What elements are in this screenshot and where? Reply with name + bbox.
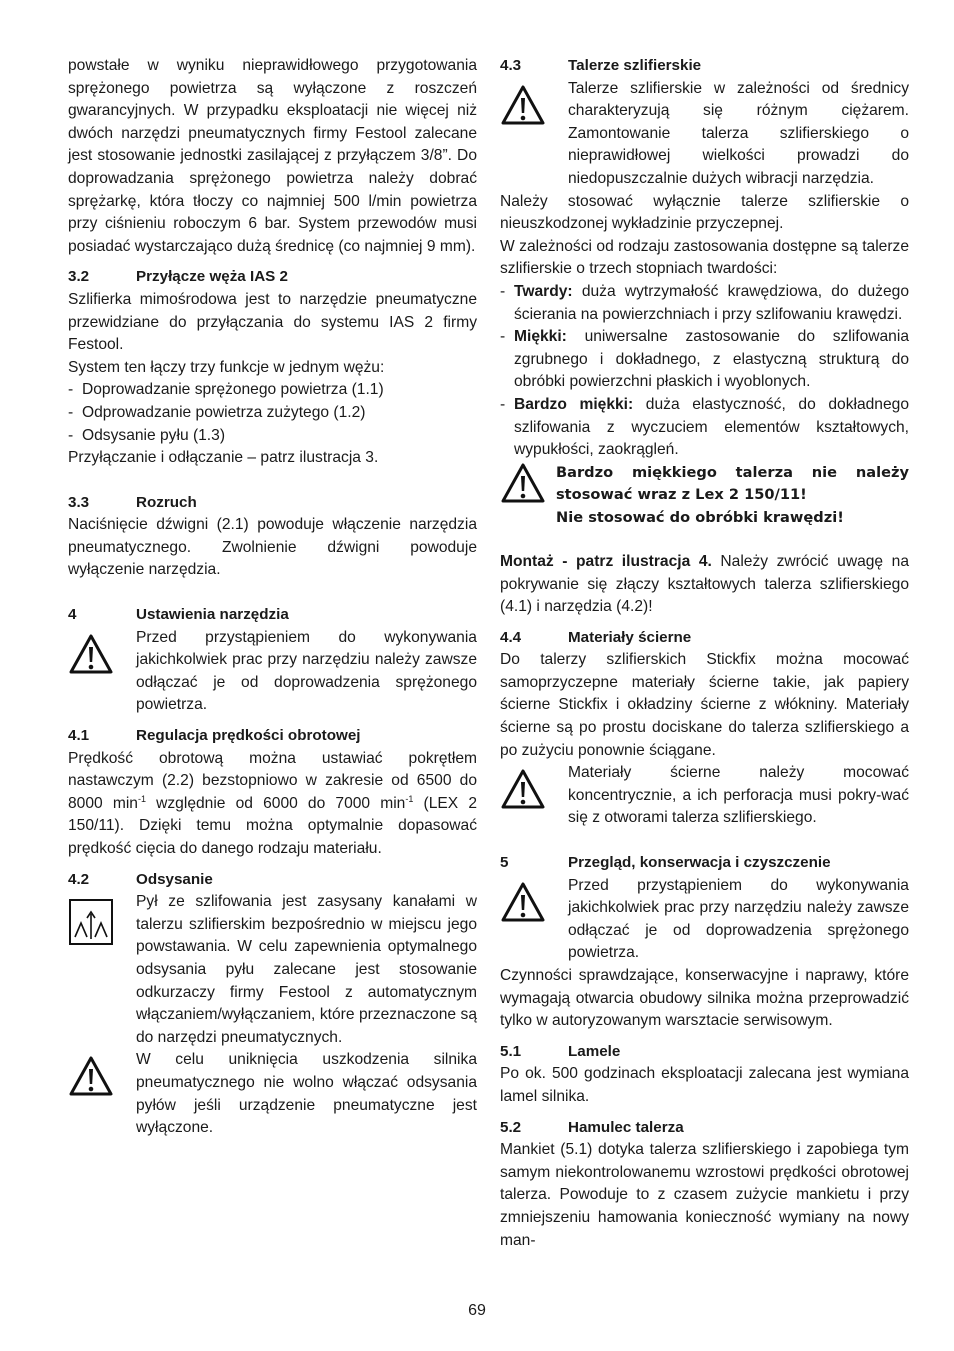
section-title: Rozruch xyxy=(136,493,197,511)
list-item: - Twardy: duża wytrzymałość krawędziowa, do dużego ścierania na powierzchniach i przy szlifowaniu krawędzi. xyxy=(500,282,909,323)
hardness-list xyxy=(500,281,909,462)
section-number: 5 xyxy=(500,854,509,872)
section-title: Przegląd, konserwacja i czyszczenie xyxy=(568,854,831,872)
warning-block xyxy=(500,78,909,191)
section-4-2-heading xyxy=(68,869,477,892)
section-number: 4.2 xyxy=(68,870,90,888)
warning-triangle-icon xyxy=(68,627,136,717)
warning-triangle-icon xyxy=(500,462,556,529)
section-number: 4.1 xyxy=(68,727,90,745)
warning-triangle-icon xyxy=(500,762,568,830)
section-number: 5.1 xyxy=(500,1042,522,1060)
intro-paragraph: powstałe w wyniku nieprawidłowego przygotowania sprężonego powietrza są wyłączone z roszczeń gwarancyjnych. W przypadku eksploatacji nie więcej niż dwóch narzędzi pneumatycznych firmy Festool zalecane jest stosowanie jednostki zasilającej z przyłączem 3/8”. Do doprowadzania sprężonego powietrza należy dobrać sprężarkę, która tłoczy co najmniej 500 l/min powietrza przy ciśnieniu roboczym 6 bar. System przewodów musi posiadać wystarczająco dużą średnicę (co najmniej 9 mm). xyxy=(68,57,477,255)
warning-block xyxy=(500,875,909,965)
dust-extraction-icon xyxy=(68,891,136,1049)
section-number: 5.2 xyxy=(500,1118,522,1136)
paragraph: System ten łączy trzy funkcje w jednym wężu: xyxy=(68,358,385,376)
section-title: Materiały ścierne xyxy=(568,628,692,646)
paragraph: Naciśnięcie dźwigni (2.1) powoduje włączenie narzędzia pneumatycznego. Zwolnienie dźwigni powoduje wyłączenie narzędzia. xyxy=(68,516,477,579)
section-5-1-heading xyxy=(500,1041,909,1064)
left-column xyxy=(68,55,477,1140)
page-number: 69 xyxy=(468,1302,486,1319)
section-title: Talerze szlifierskie xyxy=(568,57,702,74)
section-number: 3.2 xyxy=(68,268,90,286)
list-item: - Odsysanie pyłu (1.3) xyxy=(68,426,226,444)
paragraph: Mankiet (5.1) dotyka talerza szlifierskiego i zapobiega tym samym niekontrolowanemu wzrostowi prędkości obrotowej talerza. Powoduje to z czasem zużycie mankietu i przy zmniejszeniu hamowania konieczność wymiany na nowy man- xyxy=(500,1141,909,1249)
paragraph: Przyłączanie i odłączanie – patrz ilustracja 3. xyxy=(68,449,379,467)
section-number: 4 xyxy=(68,606,77,624)
paragraph: Pył ze szlifowania jest zasysany kanałami w talerzu szlifierskim bezpośrednio w miejscu jego powstawania. W celu zapewnienia optymalnego odsysania pyłu zalecane jest stosowanie odkurzaczy firmy Festool z automatycznym włączaniem/wyłączaniem, które przeznaczone są do narzędzi pneumatycznych. xyxy=(136,893,477,1046)
section-number: 4.4 xyxy=(500,628,522,646)
function-list xyxy=(68,379,477,447)
warning-text: W celu uniknięcia uszkodzenia silnika pneumatycznego nie wolno włączać odsysania pyłów jeśli urządzenie pneumatyczne jest wyłączone. xyxy=(136,1051,477,1137)
paragraph: W zależności od rodzaju zastosowania dostępne są talerze szlifierskie o trzech stopniach twardości: xyxy=(500,237,909,278)
section-4-heading xyxy=(68,604,477,627)
warning-text: Materiały ścierne należy mocować koncentrycznie, a ich perforacja musi pokry-wać się z otworami talerza szlifierskiego. xyxy=(568,764,909,827)
paragraph: Czynności sprawdzające, konserwacyjne i naprawy, które wymagają otwarcia obudowy silnika można przeprowadzić tylko w autoryzowanym warsztacie serwisowym. xyxy=(500,967,909,1030)
warning-text: Talerze szlifierskie w zależności od średnicy charakteryzują się różnym ciężarem. Zamontowanie talerza szlifierskiego o nieprawidłowej wielkości prowadzi do niedopuszczalnie dużych wibracji narzędzia. xyxy=(568,79,909,187)
section-5-heading xyxy=(500,852,909,875)
section-4-3-heading xyxy=(500,55,909,78)
paragraph: Należy stosować wyłącznie talerze szlifierskie o nieuszkodzonej wykładzinie przyczepnej. xyxy=(500,192,909,233)
warning-triangle-icon xyxy=(68,1049,136,1139)
warning-text: Przed przystąpieniem do wykonywania jakichkolwiek prac przy narzędziu należy zawsze odłączać je od doprowadzenia sprężonego powietrza. xyxy=(568,876,909,962)
section-3-2-heading xyxy=(68,266,477,289)
paragraph: Do talerzy szlifierskich Stickfix można mocować samoprzyczepne materiały ścierne takie, jak papiery ścierne Stickfix i okładziny ścierne z włókniny. Materiały ścierne są po prostu dociskane do talerza szlifierskiego a po zużyciu ponownie ściągane. xyxy=(500,651,909,759)
bold-warning-text: Nie stosować do obróbki krawędzi! xyxy=(556,508,844,526)
warning-block xyxy=(68,627,477,717)
section-number: 4.3 xyxy=(500,57,522,74)
paragraph: Po ok. 500 godzinach eksploatacji zalecana jest wymiana lamel silnika. xyxy=(500,1065,909,1105)
warning-block xyxy=(500,762,909,830)
bold-warning-block xyxy=(500,462,909,529)
section-4-1-heading xyxy=(68,725,477,748)
section-title: Regulacja prędkości obrotowej xyxy=(136,727,361,745)
section-3-3-heading xyxy=(68,492,477,515)
list-item: - Doprowadzanie sprężonego powietrza (1.1) xyxy=(68,381,384,399)
warning-block xyxy=(68,1049,477,1139)
list-item: - Odprowadzanie powietrza zużytego (1.2) xyxy=(68,403,366,421)
section-title: Odsysanie xyxy=(136,870,213,888)
paragraph: Szlifierka mimośrodowa jest to narzędzie pneumatyczne przewidziane do przyłączania do systemu IAS 2 firmy Festool. xyxy=(68,290,477,354)
section-5-2-heading xyxy=(500,1117,909,1140)
warning-text: Przed przystąpieniem do wykonywania jakichkolwiek prac przy narzędziu należy zawsze odłączać je od doprowadzenia sprężonego powietrza. xyxy=(136,628,477,714)
right-column xyxy=(500,55,909,1252)
section-title: Lamele xyxy=(568,1042,621,1060)
warning-triangle-icon xyxy=(500,78,568,191)
list-item: - Miękki: uniwersalne zastosowanie do szlifowania zgrubnego i dokładnego, z elastyczną strukturą do obróbki powierzchni płaskich i wyoblonych. xyxy=(500,328,909,391)
section-title: Hamulec talerza xyxy=(568,1118,684,1136)
section-title: Przyłącze węża IAS 2 xyxy=(136,268,288,286)
section-4-4-heading xyxy=(500,627,909,650)
list-item: - Bardzo miękki: duża elastyczność, do dokładnego szlifowania z wyczuciem elementów kształtowych, wypukłości, zaokrągleń. xyxy=(500,395,909,459)
section-number: 3.3 xyxy=(68,493,90,511)
mounting-paragraph: Montaż - patrz ilustracja 4. Należy zwrócić uwagę na pokrywanie się złączy kształtowych talerza szlifierskiego (4.1) i narzędzia (4.2)! xyxy=(500,552,909,616)
extraction-block xyxy=(68,891,477,1049)
warning-triangle-icon xyxy=(500,875,568,965)
bold-warning-text: Bardzo miękkiego talerza nie należy stosować wraz z Lex 2 150/11! xyxy=(556,463,909,504)
section-title: Ustawienia narzędzia xyxy=(136,606,289,624)
paragraph: Prędkość obrotową można ustawiać pokrętłem nastawczym (2.2) bezstopniowo w zakresie od 6500 do 8000 $\min^{-1}$ względnie od 6000 do 7000 $\min^{-1} (LEX$ 2 150/11). Dzięki temu można optymalnie dopasować prędkość cięcia do danego rodzaju materiału. xyxy=(68,749,477,857)
